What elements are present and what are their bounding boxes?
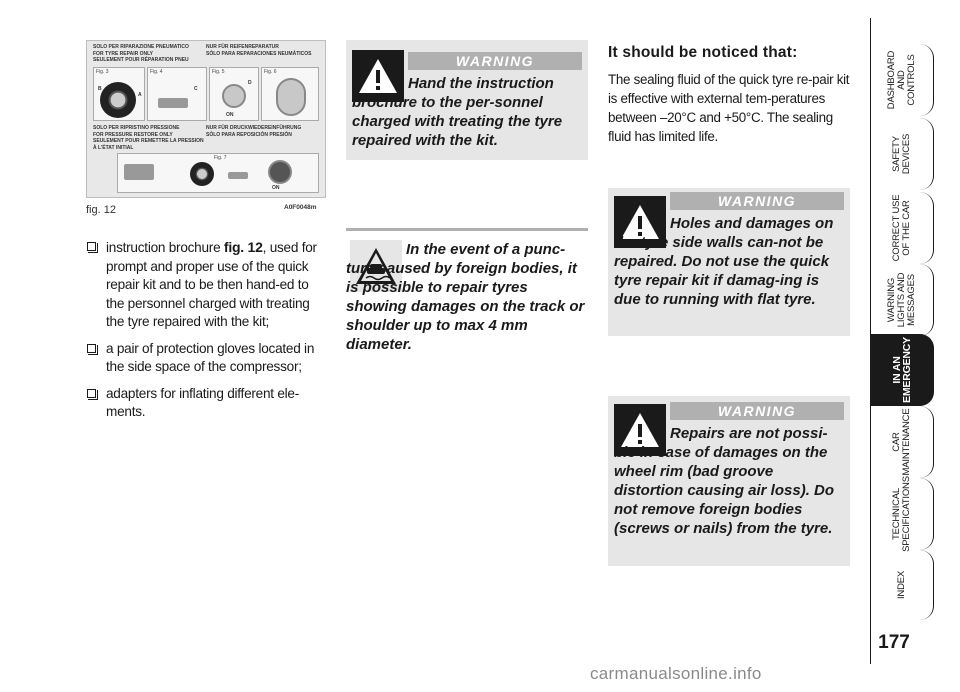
fig-label: SEULEMENT POUR REMETTRE LA PRESSION À L'ÉTAT INITIAL	[93, 138, 204, 151]
checkbox-bullet-icon	[87, 344, 96, 353]
panel-label: Fig. 3	[96, 69, 109, 75]
list-item-text: a pair of protection gloves located in the side space of the compressor;	[106, 340, 315, 374]
fig-label: SOLO PER RIPRISTINO PRESSIONE	[93, 125, 180, 131]
warning-header	[408, 52, 582, 70]
note-text: In the event of a punc-ture caused by foreign bodies, it is possible to repair tyres showing damages on the track or shoulder up to max 4 mm diameter.	[346, 241, 585, 353]
tab-label: WARNING LIGHTS AND MESSAGES	[886, 272, 917, 328]
tab-in-an-emergency[interactable]	[870, 334, 934, 406]
tab-safety-devices[interactable]	[870, 118, 934, 190]
adapter-drawing	[228, 172, 248, 179]
marker: C	[194, 86, 198, 92]
marker: B	[98, 86, 102, 92]
fig-panel-7	[117, 153, 319, 193]
fig-label: NUR FÜR DRUCKWIEDEREINFÜHRUNG	[206, 125, 302, 131]
fig-panel-5	[209, 67, 259, 121]
marker: A	[138, 92, 142, 98]
warning-label: WARNING	[455, 53, 535, 69]
compressor-drawing	[158, 98, 188, 108]
tab-label: CAR MAINTENANCE	[891, 408, 912, 476]
figure-caption: fig. 12	[86, 204, 116, 216]
fig-panel-6	[261, 67, 319, 121]
warning-header	[670, 402, 844, 420]
warning-box-wheel-rim	[608, 396, 850, 566]
fig-label: SOLO PER RIPARAZIONE PNEUMATICO	[93, 44, 189, 50]
tab-label: CORRECT USE OF THE CAR	[891, 194, 912, 262]
tyre-drawing	[190, 162, 214, 186]
panel-label: Fig. 5	[212, 69, 225, 75]
fig-label: SÓLO PARA REPARACIONES NEUMÁTICOS	[206, 50, 312, 57]
fig-panel-4	[147, 67, 207, 121]
list-item-text: adapters for inflating different ele-ments.	[106, 385, 300, 419]
fig-panel-3	[93, 67, 145, 121]
warning-box-brochure	[346, 40, 588, 160]
tab-label: IN AN EMERGENCY	[891, 337, 913, 403]
speed-sticker-drawing	[276, 78, 306, 116]
fig-label: SÓLO PARA REPOSICIÓN PRESIÓN	[206, 131, 292, 138]
marker: D	[248, 80, 252, 86]
panel-label: Fig. 4	[150, 69, 163, 75]
tab-label: TECHNICAL SPECIFICATIONS	[891, 476, 912, 552]
switch-drawing	[222, 84, 246, 108]
warning-label: WARNING	[717, 403, 797, 419]
warning-text: Holes and damages on the tyre side walls can-not be repaired. Do not use the quick tyre repair kit if damag-ing is due to running with flat tyre.	[614, 215, 834, 308]
checkbox-bullet-icon	[87, 242, 96, 251]
notice-body: The sealing fluid of the quick tyre re-pair kit is effective with external tem-peratures between –20°C and +50°C. The sealing fluid has limited life.	[608, 72, 850, 144]
list-item	[86, 385, 328, 422]
switch-drawing	[268, 160, 292, 184]
warning-box-side-walls	[608, 188, 850, 336]
marker: ON	[272, 185, 280, 191]
warning-header	[670, 192, 844, 210]
watermark-link[interactable]: carmanualsonline.info	[590, 664, 762, 683]
kit-contents-list	[86, 238, 328, 430]
tab-technical-specifications[interactable]	[870, 478, 934, 550]
compressor-drawing	[124, 164, 154, 180]
tab-correct-use-of-the-car[interactable]	[870, 192, 934, 264]
marker: ON	[226, 112, 234, 118]
note-divider	[346, 228, 588, 231]
fig-label: FOR TYRE REPAIR ONLY	[93, 50, 154, 57]
chapter-tab-bar	[870, 0, 960, 692]
tyre-drawing	[100, 82, 136, 118]
list-item-text: instruction brochure	[106, 240, 224, 255]
warning-text: Repairs are not possi-ble in case of damages on the wheel rim (bad groove distortion causing air loss). Do not remove foreign bodies (screws or nails) from the tyre.	[614, 425, 835, 537]
fig-label: SEULEMENT POUR RÉPARATION PNEU	[93, 57, 189, 63]
list-item	[86, 238, 328, 332]
tab-warning-lights-and-messages[interactable]	[870, 264, 934, 336]
figure-reference: fig. 12	[223, 239, 263, 255]
panel-label: Fig. 7	[214, 155, 227, 161]
list-item	[86, 340, 328, 377]
page-number: 177	[878, 632, 910, 653]
tab-label: SAFETY DEVICES	[891, 133, 912, 175]
tab-index[interactable]	[870, 550, 934, 620]
notice-heading: It should be noticed that:	[608, 44, 798, 61]
checkbox-bullet-icon	[87, 389, 96, 398]
fig-label: FOR PRESSURE RESTORE ONLY	[93, 131, 173, 138]
warning-text: Hand the instruction brochure to the per-sonnel charged with treating the tyre repaired with the kit.	[352, 75, 563, 149]
figure-12-illustration	[86, 40, 326, 198]
panel-label: Fig. 6	[264, 69, 277, 75]
list-item-text: , used for prompt and proper use of the quick repair kit and to be then hand-ed to the personnel charged with treating the tyre repaired with the kit;	[106, 240, 317, 329]
figure-code: A0F0048m	[284, 204, 317, 211]
tab-car-maintenance[interactable]	[870, 406, 934, 478]
fig-label: NUR FÜR REIFENREPARATUR	[206, 44, 279, 50]
tab-dashboard-and-controls[interactable]	[870, 44, 934, 116]
tab-label: DASHBOARD AND CONTROLS	[886, 50, 917, 110]
tab-label: INDEX	[896, 570, 907, 600]
warning-label: WARNING	[717, 193, 797, 209]
